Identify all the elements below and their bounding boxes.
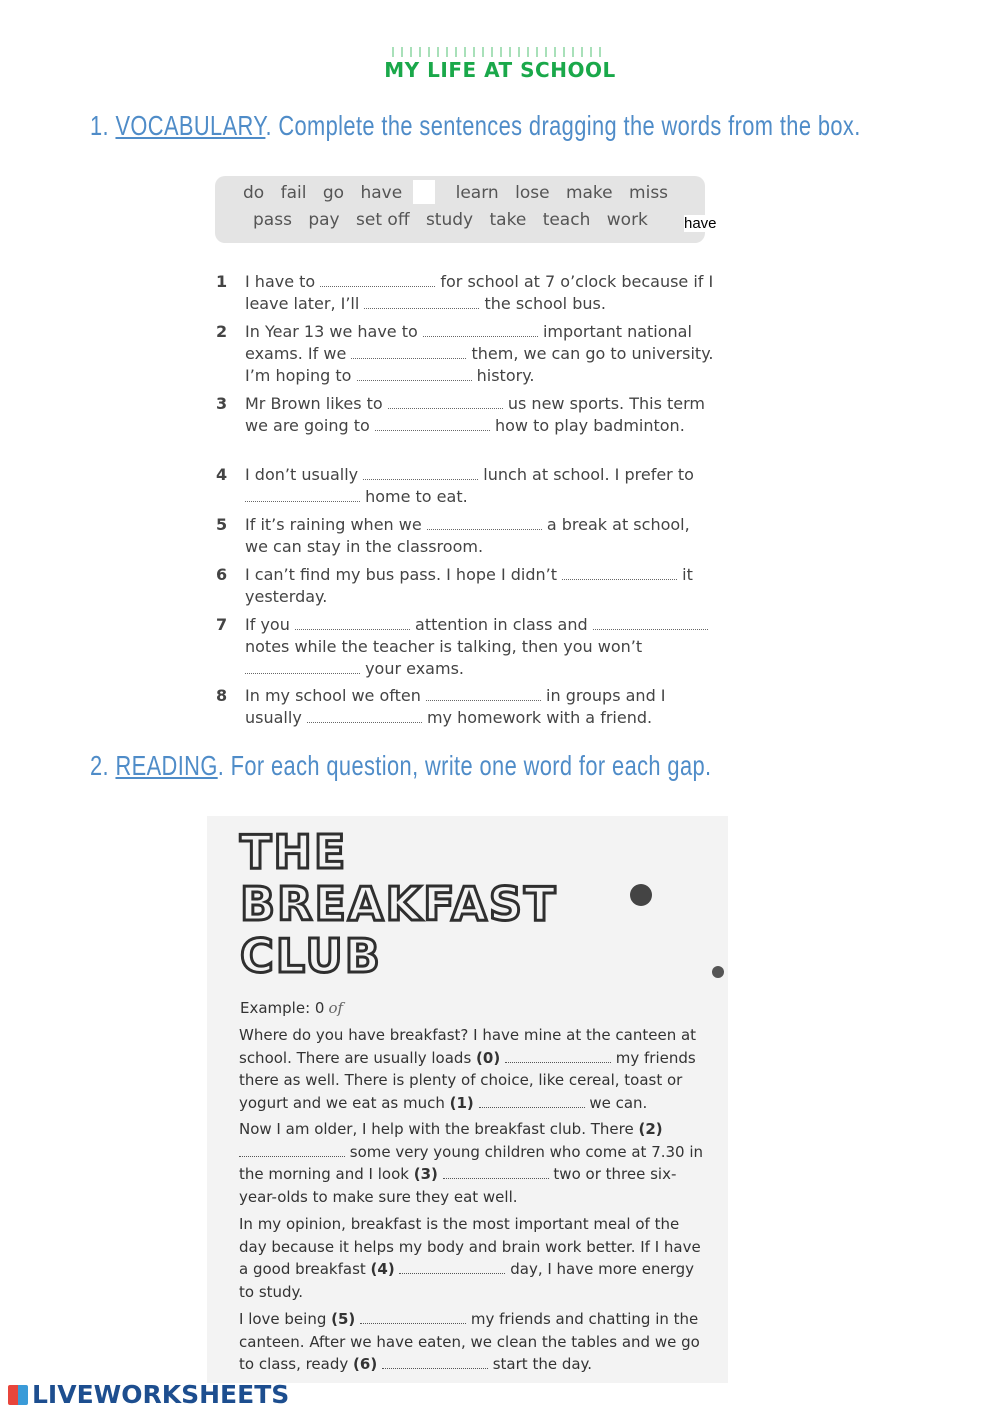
gap-marker: (0) xyxy=(476,1048,501,1067)
gap-marker: (2) xyxy=(638,1120,663,1138)
sentence-text: If it’s raining when we xyxy=(245,515,427,534)
word-box-drag-slot xyxy=(413,180,435,204)
passage-gap[interactable] xyxy=(382,1356,488,1369)
exercise-sentence xyxy=(245,271,716,315)
passage-text: two or three six-year-olds to make sure they eat well. xyxy=(239,1165,677,1206)
section-heading-underlined: VOCABULARY xyxy=(115,110,266,141)
answer-gap[interactable] xyxy=(593,615,708,630)
exercise-number: 5 xyxy=(216,515,228,534)
example-label: Example: 0 xyxy=(240,999,325,1017)
sentence-text: I don’t usually xyxy=(245,465,364,484)
word-chip[interactable]: go xyxy=(322,183,345,203)
reading-passage xyxy=(207,816,728,1383)
exercise-item xyxy=(216,564,716,608)
answer-gap[interactable] xyxy=(357,366,472,381)
sentence-text: for school at 7 o’clock because if I leave later, I’ll xyxy=(245,272,714,313)
word-chip[interactable]: lose xyxy=(515,183,550,203)
word-box-row-1 xyxy=(243,183,679,203)
exercise-item xyxy=(216,685,716,729)
passage-gap[interactable] xyxy=(399,1261,505,1274)
passage-text: my friends there as well. There is plenty of choice, like cereal, toast or yogurt and we eat as much xyxy=(239,1048,696,1112)
example-answer: of xyxy=(328,999,344,1017)
passage-gap[interactable] xyxy=(239,1144,345,1157)
passage-text: I love being xyxy=(239,1310,332,1328)
answer-gap[interactable] xyxy=(388,394,503,409)
sentence-text: important national exams. If we xyxy=(245,322,692,363)
word-chip[interactable]: pay xyxy=(308,210,340,230)
sentence-text: your exams. xyxy=(360,659,464,678)
passage-text: start the day. xyxy=(487,1355,593,1373)
section-reading-heading xyxy=(90,750,711,782)
passage-text: my friends and chatting in the canteen. After we have eaten, we clean the tables and we go to class, ready xyxy=(239,1310,700,1373)
exercise-item xyxy=(216,614,716,680)
section-number: 1. xyxy=(90,110,110,141)
exercise-number: 1 xyxy=(216,272,228,291)
section-heading-underlined: READING xyxy=(115,750,218,781)
word-chip[interactable]: do xyxy=(243,183,265,203)
gap-marker: (6) xyxy=(353,1355,378,1373)
gap-marker: (5) xyxy=(331,1310,356,1328)
sentence-text: lunch at school. I prefer to xyxy=(478,465,694,484)
exercise-sentence xyxy=(245,564,716,608)
sentence-text: In my school we often xyxy=(245,686,426,705)
passage-gap[interactable] xyxy=(479,1095,585,1108)
answer-gap[interactable] xyxy=(363,465,478,480)
sentence-text: the school bus. xyxy=(479,294,606,313)
exercise-sentence xyxy=(245,614,716,680)
passage-text: Now I am older, I help with the breakfast club. There xyxy=(239,1120,639,1138)
example-line xyxy=(240,999,343,1017)
exercise-number: 6 xyxy=(216,565,228,584)
sentence-text: I can’t find my bus pass. I hope I didn’t xyxy=(245,565,563,584)
answer-gap[interactable] xyxy=(423,322,538,337)
word-box-row-2 xyxy=(253,210,659,230)
sentence-text: If you xyxy=(245,615,295,634)
sentence-text: notes while the teacher is talking, then you won’t xyxy=(245,637,643,656)
section-heading-instruction: . For each question, write one word for each gap. xyxy=(217,750,712,781)
exercise-item xyxy=(216,464,716,508)
section-vocabulary-heading xyxy=(90,110,861,142)
passage-text: Where do you have breakfast? I have mine at the canteen at school. There are usually loads xyxy=(239,1026,697,1067)
exercise-item xyxy=(216,321,716,387)
word-chip[interactable]: set off xyxy=(356,210,410,230)
sentence-text: history. xyxy=(471,366,535,385)
passage-paragraph xyxy=(239,1213,709,1303)
exercise-sentence xyxy=(245,685,716,729)
answer-gap[interactable] xyxy=(245,659,360,674)
word-chip[interactable]: teach xyxy=(542,210,591,230)
word-chip[interactable]: take xyxy=(489,210,527,230)
gap-marker: (1) xyxy=(449,1093,474,1112)
passage-paragraph xyxy=(239,1308,709,1376)
passage-text: some very young children who come at 7.30 in the morning and I look xyxy=(239,1142,704,1183)
word-chip[interactable]: miss xyxy=(629,183,669,203)
gap-marker: (4) xyxy=(370,1260,395,1278)
passage-gap[interactable] xyxy=(505,1050,611,1063)
answer-gap[interactable] xyxy=(295,615,410,630)
word-chip[interactable]: make xyxy=(565,183,613,203)
passage-text: In my opinion, breakfast is the most important meal of the day because it helps my body and brain work better. If I have a good breakfast xyxy=(239,1215,701,1278)
answer-gap[interactable] xyxy=(351,344,466,359)
passage-title-line: BREAKFAST xyxy=(240,877,558,931)
section-number: 2. xyxy=(90,750,110,781)
word-chip[interactable]: work xyxy=(606,210,648,230)
answer-gap[interactable] xyxy=(427,515,542,530)
sentence-text: us new sports. This term we are going to xyxy=(245,394,706,435)
gap-marker: (3) xyxy=(413,1165,438,1183)
sentence-text: a break at school, we can stay in the classroom. xyxy=(245,515,690,556)
sentence-text: I have to xyxy=(245,272,321,291)
exercise-sentence xyxy=(245,393,716,437)
passage-title-line: CLUB xyxy=(240,929,382,983)
sentence-text: Mr Brown likes to xyxy=(245,394,388,413)
exercise-item xyxy=(216,514,716,558)
passage-text: day, I have more energy to study. xyxy=(239,1260,695,1301)
exercise-number: 4 xyxy=(216,465,228,484)
exercise-sentence xyxy=(245,464,716,508)
exercise-sentence xyxy=(245,321,716,387)
dropped-answer-word[interactable]: have xyxy=(684,215,717,232)
sentence-text: them, we can go to university. I’m hoping to xyxy=(245,344,714,385)
exercise-item xyxy=(216,393,716,437)
sentence-text: attention in class and xyxy=(409,615,593,634)
title-decoration xyxy=(392,47,607,57)
page-title: MY LIFE AT SCHOOL xyxy=(384,58,616,82)
passage-paragraph xyxy=(239,1024,709,1114)
liveworksheets-icon xyxy=(8,1385,28,1405)
answer-gap[interactable] xyxy=(426,686,541,701)
liveworksheets-logo[interactable] xyxy=(8,1380,289,1409)
answer-gap[interactable] xyxy=(307,708,422,723)
section-heading-instruction: . Complete the sentences dragging the words from the box. xyxy=(265,110,861,141)
answer-gap[interactable] xyxy=(320,272,435,287)
passage-title-line: THE xyxy=(240,825,348,879)
exercise-item xyxy=(216,271,716,315)
passage-paragraph xyxy=(239,1118,709,1208)
exercise-sentence xyxy=(245,514,716,558)
logo-text: LIVEWORKSHEETS xyxy=(32,1380,290,1409)
word-chip[interactable]: study xyxy=(425,210,474,230)
exercise-number: 7 xyxy=(216,615,228,634)
word-chip[interactable]: learn xyxy=(455,183,499,203)
sentence-text: in groups and I usually xyxy=(245,686,666,727)
sentence-text: how to play badminton. xyxy=(489,416,685,435)
word-chip[interactable]: fail xyxy=(280,183,307,203)
exercise-number: 3 xyxy=(216,394,228,413)
exercise-number: 8 xyxy=(216,686,228,705)
passage-gap[interactable] xyxy=(360,1311,466,1324)
answer-gap[interactable] xyxy=(562,565,677,580)
sentence-text: home to eat. xyxy=(360,487,468,506)
exercise-number: 2 xyxy=(216,322,228,341)
answer-gap[interactable] xyxy=(364,294,479,309)
passage-gap[interactable] xyxy=(443,1166,549,1179)
sentence-text: In Year 13 we have to xyxy=(245,322,423,341)
berry-image xyxy=(630,884,652,906)
answer-gap[interactable] xyxy=(245,487,360,502)
word-chip[interactable]: pass xyxy=(253,210,292,230)
passage-text: we can. xyxy=(584,1093,648,1112)
sentence-text: my homework with a friend. xyxy=(421,708,653,727)
sentence-text: it yesterday. xyxy=(245,565,693,606)
answer-gap[interactable] xyxy=(375,416,490,431)
berry-image xyxy=(712,966,724,978)
word-chip[interactable]: have xyxy=(360,183,403,203)
